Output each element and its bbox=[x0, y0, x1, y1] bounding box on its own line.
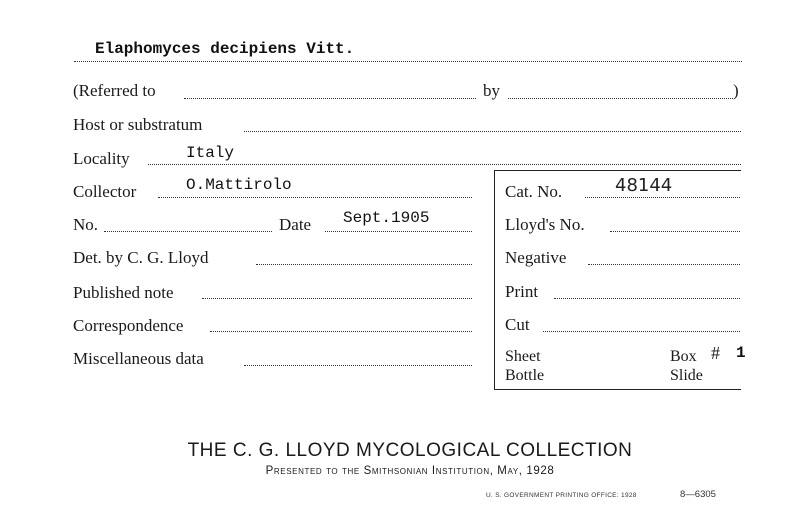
box-hash: # bbox=[711, 343, 720, 363]
locality-value: Italy bbox=[186, 144, 235, 162]
species-name: Elaphomyces decipiens Vitt. bbox=[95, 40, 355, 58]
misc-label: Miscellaneous data bbox=[73, 349, 204, 368]
no-label: No. bbox=[73, 215, 99, 234]
collection-subtitle: Presented to the Smithsonian Institution, May, 1928 bbox=[265, 465, 555, 477]
no-line bbox=[104, 231, 272, 232]
date-label: Date bbox=[279, 215, 312, 234]
referred-to-label: (Referred to bbox=[73, 81, 156, 100]
sheet-label: Sheet bbox=[505, 348, 541, 365]
referred-to-line bbox=[184, 98, 476, 99]
collector-value: O.Mattirolo bbox=[186, 176, 292, 194]
cut-line bbox=[543, 331, 740, 332]
collection-title: THE C. G. LLOYD MYCOLOGICAL COLLECTION bbox=[187, 440, 633, 461]
correspondence-label: Correspondence bbox=[73, 316, 184, 335]
lloyds-no-label: Lloyd's No. bbox=[505, 215, 585, 234]
det-by-label: Det. by C. G. Lloyd bbox=[73, 248, 209, 267]
print-line bbox=[554, 298, 740, 299]
box-value: 1 bbox=[736, 344, 746, 362]
bottle-label: Bottle bbox=[505, 367, 545, 384]
published-note-label: Published note bbox=[73, 283, 174, 302]
misc-line bbox=[244, 365, 472, 366]
collector-label: Collector bbox=[73, 182, 137, 201]
printing-office-note: U. S. GOVERNMENT PRINTING OFFICE: 1928 bbox=[486, 492, 637, 499]
cat-no-value: 48144 bbox=[615, 175, 673, 196]
by-line bbox=[508, 98, 733, 99]
print-label: Print bbox=[505, 282, 539, 301]
det-by-line bbox=[256, 264, 472, 265]
box-label: Box bbox=[670, 348, 697, 365]
negative-line bbox=[588, 264, 740, 265]
species-line bbox=[74, 61, 742, 62]
host-line bbox=[244, 131, 741, 132]
date-line bbox=[325, 231, 472, 232]
collector-line bbox=[158, 197, 472, 198]
date-value: Sept.1905 bbox=[343, 209, 430, 227]
locality-label: Locality bbox=[73, 149, 130, 168]
slide-label: Slide bbox=[670, 367, 703, 384]
by-label: by bbox=[483, 81, 500, 100]
published-note-line bbox=[202, 298, 472, 299]
negative-label: Negative bbox=[505, 248, 567, 267]
correspondence-line bbox=[210, 331, 472, 332]
lloyds-no-line bbox=[610, 231, 740, 232]
cat-no-line bbox=[585, 197, 740, 198]
form-number: 8—6305 bbox=[680, 489, 716, 500]
host-label: Host or substratum bbox=[73, 115, 203, 134]
close-paren: ) bbox=[733, 81, 739, 100]
cut-label: Cut bbox=[505, 315, 530, 334]
locality-line bbox=[148, 164, 741, 165]
cat-no-label: Cat. No. bbox=[505, 182, 563, 201]
